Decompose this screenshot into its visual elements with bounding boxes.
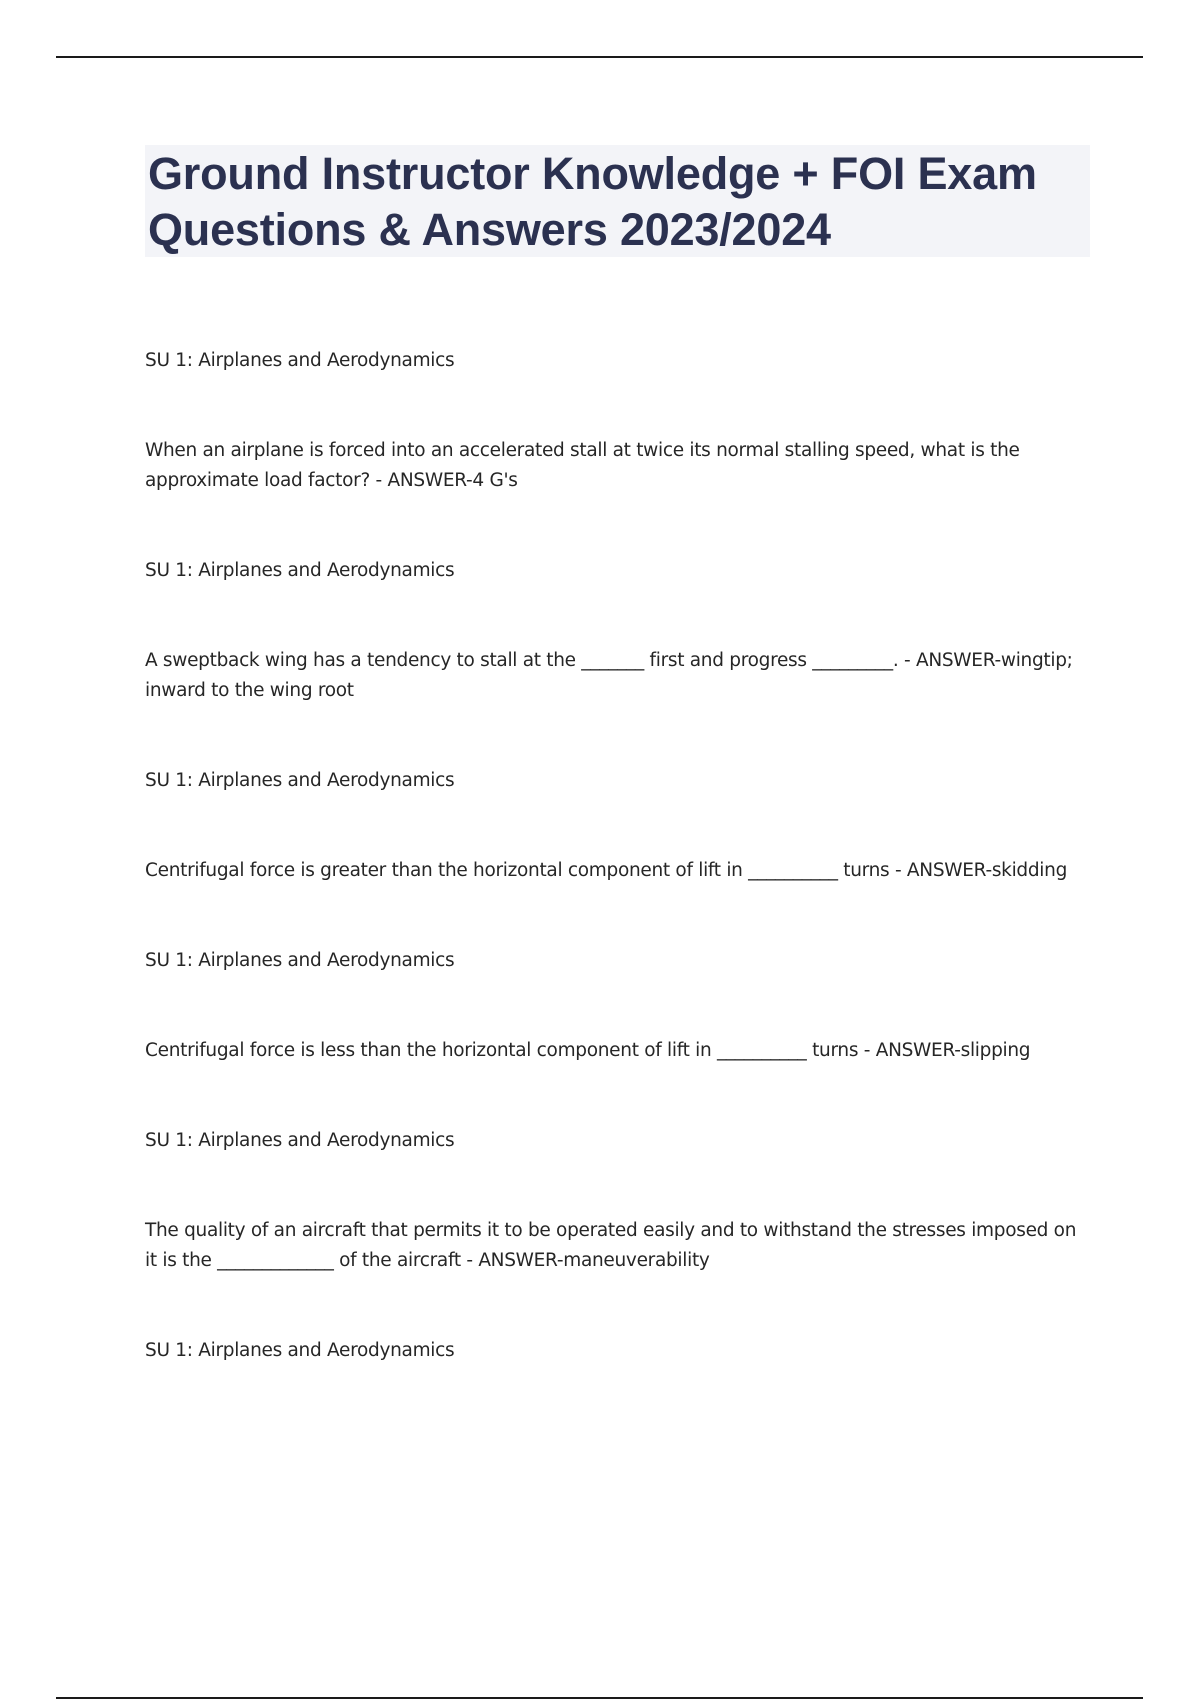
document-title: Ground Instructor Knowledge + FOI Exam Questions & Answers 2023/2024	[148, 148, 1037, 255]
question-answer: When an airplane is forced into an accelerated stall at twice its normal stalling speed, what is the approximate load factor? - ANSWER-4 G's	[145, 440, 1020, 491]
section-label: SU 1: Airplanes and Aerodynamics	[145, 350, 455, 371]
question-answer: The quality of an aircraft that permits it to be operated easily and to withstand the stresses imposed on it is the _____________ of the aircraft - ANSWER-maneuverability	[145, 1220, 1077, 1271]
document-body	[145, 346, 1090, 1426]
top-rule	[56, 56, 1143, 58]
bottom-rule	[56, 1697, 1143, 1699]
section-label: SU 1: Airplanes and Aerodynamics	[145, 1340, 455, 1361]
section-label: SU 1: Airplanes and Aerodynamics	[145, 1130, 455, 1151]
section-label: SU 1: Airplanes and Aerodynamics	[145, 560, 455, 581]
question-answer: Centrifugal force is greater than the horizontal component of lift in __________ turns - ANSWER-skidding	[145, 860, 1068, 881]
section-label: SU 1: Airplanes and Aerodynamics	[145, 950, 455, 971]
question-answer: Centrifugal force is less than the horizontal component of lift in __________ turns - ANSWER-slipping	[145, 1040, 1031, 1061]
section-label: SU 1: Airplanes and Aerodynamics	[145, 770, 455, 791]
question-answer: A sweptback wing has a tendency to stall at the _______ first and progress _________. - ANSWER-wingtip; inward to the wing root	[145, 650, 1073, 701]
